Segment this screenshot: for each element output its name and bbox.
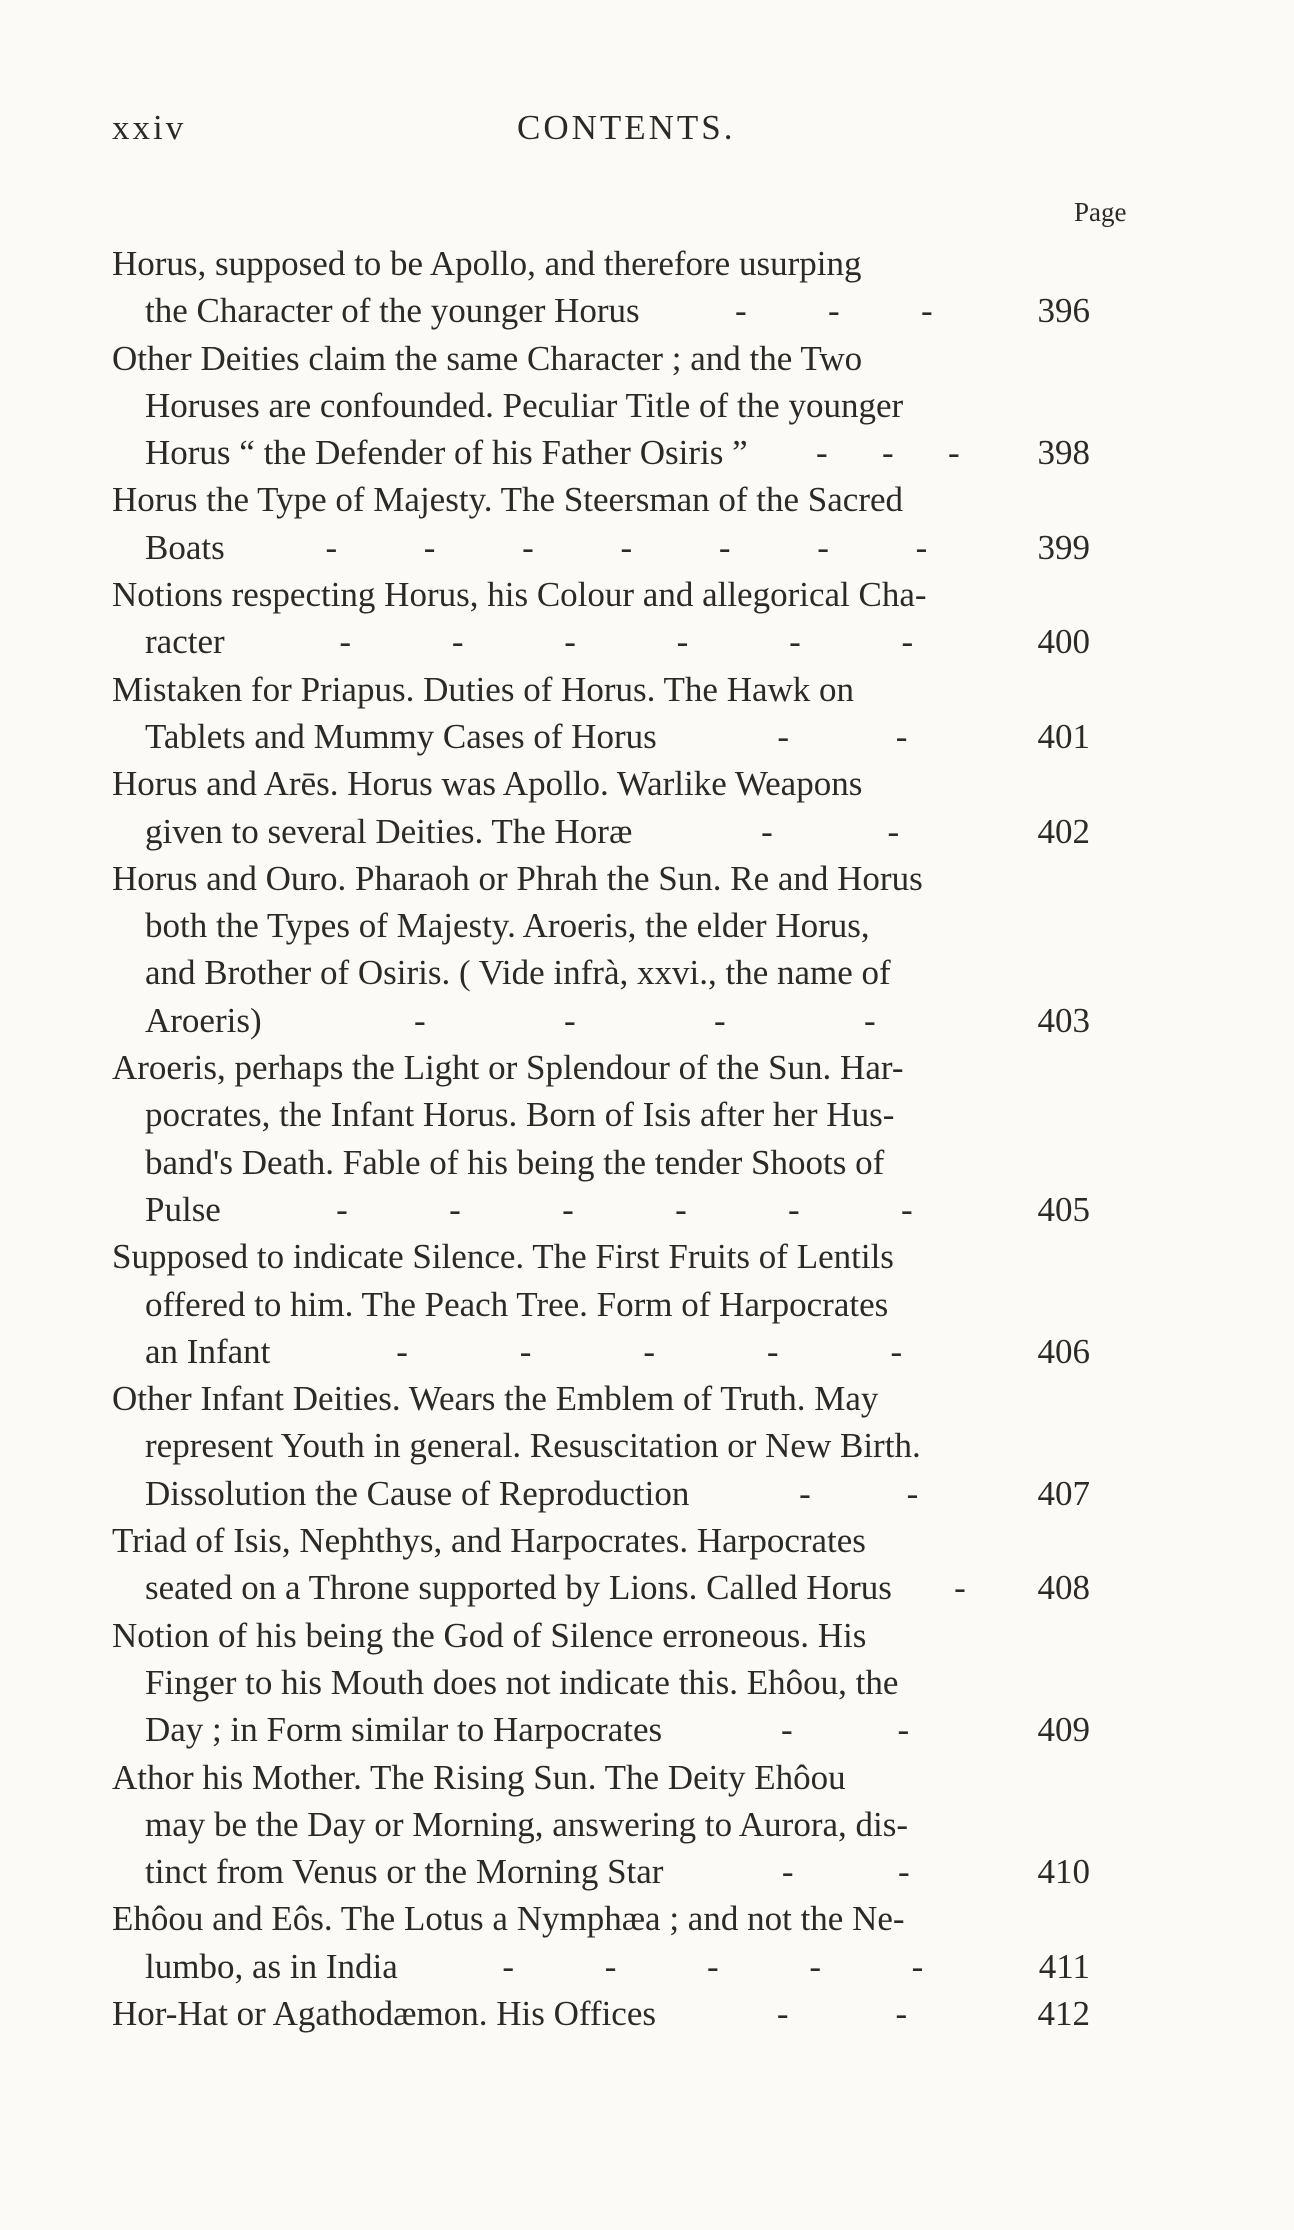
entry-text: Dissolution the Cause of Reproduction — [145, 1473, 690, 1513]
entry-text: Aroeris) — [145, 1000, 262, 1040]
contents-entry — [112, 1044, 1090, 1233]
contents-entry — [112, 571, 1090, 666]
entry-text: represent Youth in general. Resuscitation or New Birth. — [145, 1426, 921, 1466]
page-number: 410 — [1037, 1852, 1090, 1892]
running-header — [112, 108, 1072, 158]
contents-entry — [112, 335, 1090, 477]
page-number: 412 — [1037, 1993, 1090, 2033]
entry-line — [112, 1517, 1090, 1564]
dash-leader: - - — [761, 811, 900, 851]
dash-leader: - - - - - — [502, 1946, 924, 1986]
page-number: 405 — [1037, 1189, 1090, 1229]
page-number: 411 — [1038, 1946, 1090, 1986]
dash-leader: - - - - - - - — [325, 527, 928, 567]
entry-line — [112, 949, 1090, 996]
entry-line — [112, 1139, 1090, 1186]
contents-entry — [112, 1375, 1090, 1517]
entry-text: Athor his Mother. The Rising Sun. The Deity Ehôou — [112, 1757, 846, 1797]
dash-leader: - - - - - - — [336, 1189, 913, 1229]
entry-line — [112, 997, 1090, 1044]
contents-entry — [112, 1612, 1090, 1754]
entry-line — [112, 1754, 1090, 1801]
entry-text: Horus, supposed to be Apollo, and therefore usurping — [112, 244, 862, 283]
entry-text: Horuses are confounded. Peculiar Title of the younger — [145, 385, 904, 425]
entry-line — [112, 808, 1090, 855]
running-title: CONTENTS. — [517, 108, 736, 147]
contents-list — [112, 240, 1090, 2037]
entry-text: offered to him. The Peach Tree. Form of Harpocrates — [145, 1284, 889, 1324]
entry-line — [112, 902, 1090, 949]
page-number: 398 — [1037, 433, 1090, 473]
entry-line — [112, 335, 1090, 382]
entry-text: Other Deities claim the same Character ; and the Two — [112, 338, 863, 378]
dash-leader: - - — [780, 1710, 910, 1750]
entry-line — [112, 760, 1090, 807]
dash-leader: - - - — [815, 433, 960, 473]
contents-entry — [112, 476, 1090, 571]
entry-line — [112, 1044, 1090, 1091]
entry-line — [112, 1706, 1090, 1753]
dash-leader: - - - - - — [396, 1331, 903, 1371]
entry-text: Horus and Ouro. Pharaoh or Phrah the Sun. Re and Horus — [112, 858, 923, 898]
entry-line — [112, 1612, 1090, 1659]
entry-text: Tablets and Mummy Cases of Horus — [145, 716, 657, 756]
page-number: 406 — [1037, 1331, 1090, 1371]
entry-line — [112, 1564, 1090, 1611]
entry-text: Ehôou and Eôs. The Lotus a Nymphæa ; and not the Ne- — [112, 1899, 905, 1939]
dash-leader: - - — [776, 1993, 908, 2033]
contents-entry — [112, 666, 1090, 761]
entry-line — [112, 618, 1090, 665]
entry-line — [112, 666, 1090, 713]
entry-line — [112, 1943, 1090, 1990]
entry-text: Finger to his Mouth does not indicate this. Ehôou, the — [145, 1662, 899, 1702]
dash-leader: - — [954, 1568, 966, 1608]
page-number: 401 — [1037, 716, 1090, 756]
entry-text: Aroeris, perhaps the Light or Splendour of the Sun. Har- — [112, 1048, 904, 1088]
dash-leader: - - — [777, 716, 908, 756]
entry-text: seated on a Throne supported by Lions. Called Horus — [145, 1568, 892, 1608]
entry-text: tinct from Venus or the Morning Star — [145, 1852, 664, 1892]
folio-number: xxiv — [112, 108, 187, 147]
entry-text: the Character of the younger Horus — [145, 291, 640, 331]
entry-text: Mistaken for Priapus. Duties of Horus. The Hawk on — [112, 669, 855, 709]
entry-text: Triad of Isis, Nephthys, and Harpocrates. Harpocrates — [112, 1521, 866, 1561]
entry-line — [112, 571, 1090, 618]
dash-leader: - - - - - - — [339, 622, 914, 662]
entry-text: Day ; in Form similar to Harpocrates — [145, 1710, 663, 1750]
entry-text: given to several Deities. The Horæ — [145, 811, 633, 851]
entry-line — [112, 1848, 1090, 1895]
entry-line — [112, 524, 1090, 571]
entry-text: Horus “ the Defender of his Father Osiris ” — [145, 433, 748, 473]
page-number: 396 — [1037, 291, 1090, 331]
entry-line — [112, 1233, 1090, 1280]
contents-entry — [112, 1517, 1090, 1612]
page-number: 408 — [1037, 1568, 1090, 1608]
entry-line — [112, 1422, 1090, 1469]
entry-line — [112, 1281, 1090, 1328]
entry-text: band's Death. Fable of his being the tender Shoots of — [145, 1142, 885, 1182]
entry-text: Notions respecting Horus, his Colour and allegorical Cha- — [112, 575, 927, 615]
contents-entry — [112, 855, 1090, 1044]
contents-entry — [112, 760, 1090, 855]
entry-text: an Infant — [145, 1331, 271, 1371]
entry-line — [112, 1659, 1090, 1706]
entry-text: Supposed to indicate Silence. The First Fruits of Lentils — [112, 1237, 894, 1277]
entry-line — [112, 1328, 1090, 1375]
entry-text: Horus and Arēs. Horus was Apollo. Warlike Weapons — [112, 764, 863, 804]
entry-line — [112, 1186, 1090, 1233]
entry-text: both the Types of Majesty. Aroeris, the elder Horus, — [145, 906, 870, 946]
page-number: 407 — [1037, 1473, 1090, 1513]
entry-text: and Brother of Osiris. ( Vide infrà, xxvi., the name of — [145, 953, 891, 993]
entry-text: Hor-Hat or Agathodæmon. His Offices — [112, 1993, 656, 2033]
contents-entry — [112, 1895, 1090, 1990]
entry-line — [112, 382, 1090, 429]
page-number: 409 — [1037, 1710, 1090, 1750]
entry-line — [112, 1091, 1090, 1138]
entry-line — [112, 713, 1090, 760]
contents-entry — [112, 1990, 1090, 2037]
entry-text: may be the Day or Morning, answering to Aurora, dis- — [145, 1804, 909, 1844]
contents-entry — [112, 1754, 1090, 1896]
contents-entry — [112, 1233, 1090, 1375]
dash-leader: - - — [799, 1473, 919, 1513]
entry-text: lumbo, as in India — [145, 1946, 398, 1986]
page-number: 403 — [1037, 1000, 1090, 1040]
entry-line — [112, 1470, 1090, 1517]
page-number: 400 — [1037, 622, 1090, 662]
dash-leader: - - - - — [413, 1000, 876, 1040]
entry-text: Notion of his being the God of Silence erroneous. His — [112, 1615, 867, 1655]
entry-line — [112, 240, 1090, 287]
entry-line — [112, 429, 1090, 476]
dash-leader: - - — [781, 1852, 910, 1892]
entry-text: Boats — [145, 527, 225, 567]
entry-text: Horus the Type of Majesty. The Steersman of the Sacred — [112, 480, 904, 520]
entry-line — [112, 1375, 1090, 1422]
entry-line — [112, 1801, 1090, 1848]
entry-text: Pulse — [145, 1189, 221, 1229]
entry-text: Other Infant Deities. Wears the Emblem of Truth. May — [112, 1379, 879, 1419]
entry-text: pocrates, the Infant Horus. Born of Isis after her Hus- — [145, 1095, 895, 1135]
page-number: 402 — [1037, 811, 1090, 851]
entry-line — [112, 287, 1090, 334]
entry-line — [112, 855, 1090, 902]
page-number: 399 — [1037, 527, 1090, 567]
entry-line — [112, 476, 1090, 523]
contents-entry — [112, 240, 1090, 335]
page-column-label: Page — [1074, 197, 1127, 227]
entry-text: racter — [145, 622, 225, 662]
entry-line — [112, 1990, 1090, 2037]
entry-line — [112, 1895, 1090, 1942]
dash-leader: - - - — [735, 291, 933, 331]
